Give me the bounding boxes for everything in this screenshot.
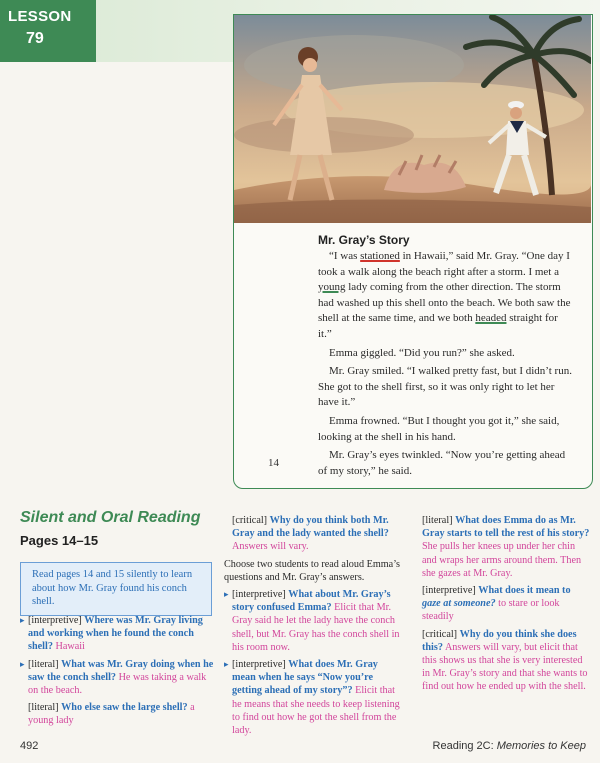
question-text: Why do you think she does this?	[422, 628, 577, 653]
question-item	[422, 628, 590, 694]
beach-scene-image	[234, 15, 591, 223]
question-text: Where was Mr. Gray living and working when he found the conch shell?	[28, 615, 203, 653]
page-number: 492	[20, 740, 39, 752]
answer-text: He was taking a walk on the beach.	[28, 671, 207, 697]
question-tag: [literal]	[28, 702, 59, 714]
question-item	[20, 701, 218, 727]
question-item	[20, 614, 218, 654]
story-paragraph: Mr. Gray’s eyes twinkled. “Now you’re getting ahead of my story,” he said.	[318, 449, 566, 477]
question-tag: [interpretive]	[28, 615, 82, 626]
question-column-1	[20, 614, 218, 732]
question-text: Who else saw the large shell?	[61, 702, 188, 714]
section-title: Silent and Oral Reading	[20, 509, 201, 526]
lesson-label: LESSON	[8, 8, 72, 25]
question-item	[422, 584, 590, 624]
text-run: “I was	[329, 250, 361, 262]
question-text: What does it mean to	[478, 585, 571, 597]
question-text: What does Mr. Gray mean when he says “Now you’re getting ahead of my story”?	[232, 659, 378, 697]
question-tag: [literal]	[28, 658, 59, 670]
story-paragraph: Emma giggled. “Did you run?” she asked.	[329, 346, 515, 359]
story-paragraph: Emma frowned. “But I thought you got it,” she said, looking at the shell in his hand.	[318, 414, 560, 443]
question-tag: [literal]	[422, 515, 453, 526]
question-text: Why do you think both Mr. Gray and the lady wanted the shell?	[232, 515, 389, 540]
text-run: lady coming from the other direction. The storm had washed up this shell onto the beach. We both saw the shell at the same time, and we both	[318, 281, 571, 325]
answer-text: Elicit that he means that she needs to keep listening to find out how he got the shell from the lady.	[232, 685, 400, 737]
story-illustration	[234, 15, 591, 223]
question-text: What about Mr. Gray’s story confused Emma?	[232, 589, 391, 614]
answer-text: Hawaii	[55, 641, 85, 653]
answer-text: She pulls her knees up under her chin and wraps her arms around them. Then she gazes at Mr. Gray.	[422, 541, 582, 579]
reading-instruction: Choose two students to read aloud Emma’s questions and Mr. Gray’s answers.	[224, 558, 400, 583]
question-item	[422, 514, 590, 580]
reader-page-inset	[233, 14, 593, 489]
story-title: Mr. Gray’s Story	[318, 233, 410, 247]
story-page-number: 14	[268, 457, 279, 469]
question-item	[224, 658, 404, 737]
question-item	[224, 588, 404, 654]
question-text: What was Mr. Gray doing when he saw the conch shell?	[28, 658, 214, 683]
question-column-3	[422, 514, 590, 698]
vocab-word-young: young	[318, 281, 346, 294]
question-column-2	[224, 514, 404, 741]
book-prefix: Reading 2C:	[432, 740, 497, 752]
story-paragraph	[318, 249, 572, 343]
question-item	[20, 658, 218, 698]
section-pages: Pages 14–15	[20, 533, 99, 548]
book-title-italic: Memories to Keep	[496, 740, 586, 752]
story-paragraph: Mr. Gray smiled. “I walked pretty fast, but I didn’t run. She got to the shell first, so it was only right to let her have it.”	[318, 365, 572, 409]
answer-text: to stare or look steadily	[422, 598, 560, 623]
question-tag: [interpretive]	[422, 585, 476, 597]
text-run: straight for it.”	[318, 312, 558, 340]
question-text: What does Emma do as Mr. Gray starts to tell the rest of his story?	[422, 515, 590, 540]
lesson-number: 79	[26, 30, 44, 47]
story-text	[318, 249, 572, 482]
answer-text: Answers will vary.	[232, 541, 309, 553]
text-run: in Hawaii,” said Mr. Gray. “One day I took a walk along the beach right after a storm. I met a	[318, 250, 570, 278]
question-item	[224, 514, 404, 554]
question-tag: [critical]	[422, 628, 458, 640]
reading-note-box: Read pages 14 and 15 silently to learn about how Mr. Gray found his conch shell.	[20, 562, 212, 616]
lesson-tab	[0, 0, 96, 62]
answer-text: Answers will vary, but elicit that this shows us that she is very interested in Mr. Gray’s story and that she wants to find out how he ended up with the shell.	[422, 641, 588, 693]
question-tag: [interpretive]	[232, 659, 286, 671]
question-italic-text: gaze at someone?	[422, 598, 496, 610]
answer-text: a young lady	[28, 702, 195, 727]
vocab-word-stationed: stationed	[360, 250, 400, 262]
book-title	[433, 740, 586, 752]
vocab-word-headed: headed	[475, 312, 507, 325]
answer-text: Elicit that Mr. Gray said he let the lady have the conch shell, but Mr. Gray has the conch shell in his room now.	[232, 602, 400, 653]
question-tag: [critical]	[232, 515, 268, 526]
question-tag: [interpretive]	[232, 589, 286, 601]
